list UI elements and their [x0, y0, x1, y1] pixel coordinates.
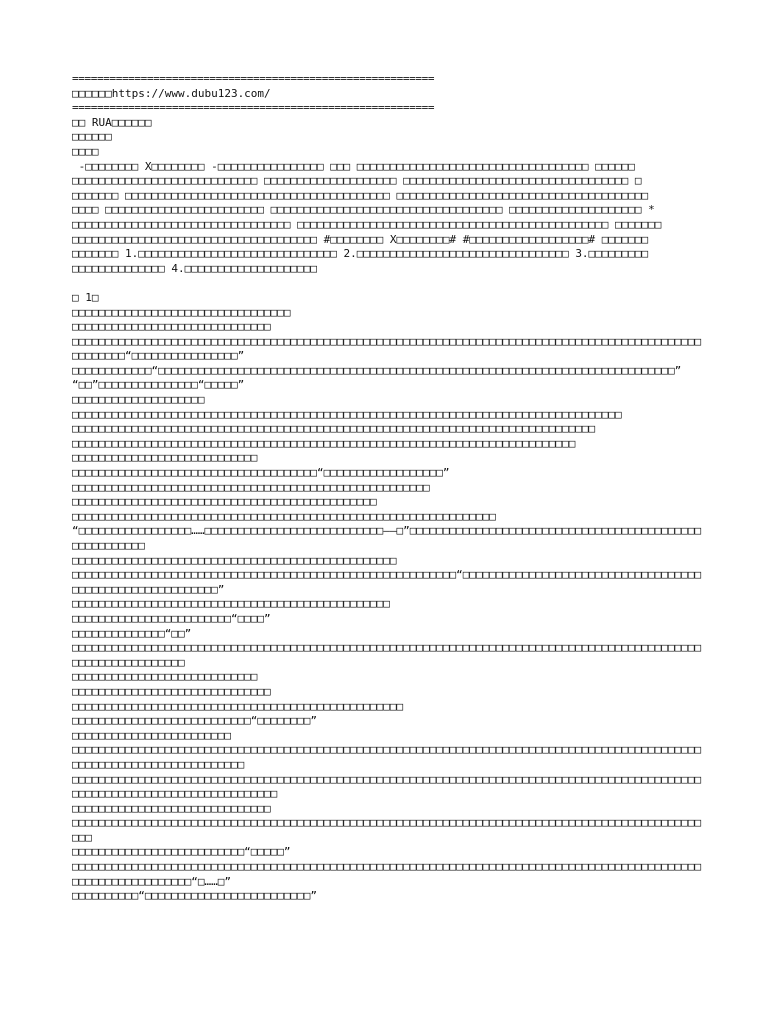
paragraph: □□□□□□□□□□□□□□□□□□□□□□□□□□□□□□□□□□□□□□□□□□□□□□□□□□□□□□□□□□□□□□□□□□□□□□□□□□□□: [72, 436, 576, 450]
paragraph: □□□□□□□□□□□□□□□□□□□□□□□□□□□□: [72, 451, 258, 465]
paragraph: □□□□□□□□□□□□□□□□□□□□□□□□: [72, 728, 231, 742]
paragraph: □□□□□□□□□□□□□□□□□□□□□□□□□□□□□□□□□□□□□□□□□□□□□□: [72, 495, 377, 509]
paragraph: □□□□□□□□□□□□“□□□□□□□□□□□□□□□□□□□□□□□□□□□□□□□□□□□□□□□□□□□□□□□□□□□□□□□□□□□□□□□□□□□□□□□□□□□□□□”: [72, 363, 682, 377]
paragraph: □□□□□□□□□□“□□□□□□□□□□□□□□□□□□□□□□□□□”: [72, 889, 318, 903]
book-title: □□ RUA□□□□□□: [72, 115, 152, 129]
paragraph: □□□□□□□□□□□□□□“□□”: [72, 626, 192, 640]
summary-line: □□□□ □□□□□□□□□□□□□□□□□□□□□□□□ □□□□□□□□□□□□□□□□□□□□□□□□□□□□□□□□□□□ □□□□□□□□□□□□□□□□□□□□ *: [72, 203, 655, 217]
paragraph: □□□□□□□□□□□□□□□□□□□□□□□□□□□□□□: [72, 684, 271, 698]
paragraph: □□□□□□□□□□□□□□□□□□□□□□□□□□□□□□: [72, 801, 271, 815]
book-author: □□□□□□: [72, 130, 112, 144]
paragraph: □□□□□□□□□□□□□□□□□□□□□□□□□□□□□□□□□□□□□□□□□□□□□□□□□□□□□□□□□□□□□□□□□□□□□□□□□□□□□□□□□□□: [72, 407, 622, 421]
document-page: [72, 72, 702, 904]
paragraph: □□□□□□□□□□□□□□□□□□□□□□□□□□□□□□□□□□□□□□□□□□□□□□□□□□□□□□□□□□□□□□□□□□□□□□□□□□□□□□□□□□□□□□□□□□□□□□□□□□□□□□□□□□□□□□□□: [72, 641, 702, 669]
summary-block: [72, 160, 702, 277]
paragraph: □□□□□□□□□□□□□□□□□□□□□□□□“□□□□”: [72, 611, 271, 625]
paragraph: □□□□□□□□□□□□□□□□□□□□□□□□□□□□□□□□□□□□□□□□□□□□□□□□□□□□□□□□□□□□□□□□: [72, 509, 496, 523]
paragraph: □□□□□□□□□□□□□□□□□□□□□□□□□□□□□□□□□□□□□□□□□□□□□□□□□□: [72, 699, 404, 713]
paragraph: “□□□□□□□□□□□□□□□□□……□□□□□□□□□□□□□□□□□□□□□□□□□□□——□”□□□□□□□□□□□□□□□□□□□□□□□□□□□□□□□□□□□□□□□□□□□□□□□□□□□□□□□: [72, 524, 702, 552]
paragraph: □□□□□□□□□□□□□□□□□□□□□□□□□□□□□□: [72, 320, 271, 334]
header-rule-top: ==========================================================: [72, 72, 435, 85]
paragraph: □□□□□□□□□□□□□□□□□□□□□□□□□□□□□□□□□□□□□□□□□□□□□□□□□□□□□□□□□□□□□□□□□□□□□□□□□□□□□□□□□□□□□□□□□□□□□□□: [72, 334, 702, 348]
paragraph: □□□□□□□□□□□□□□□□□□□□□□□□□□□□□□□□□□□□□□□□□□□□□□□□□□□□□□□□□□“□□□□□□□□□□□□□□□□□□□□□□□□□□□□□□□□□□□□□□□□□□□□□□□□□□□□□□□□□□”: [72, 568, 702, 596]
summary-line: □□□□□□□□□□□□□□□□□□□□□□□□□□□□□□□□□ □□□□□□□□□□□□□□□□□□□□□□□□□□□□□□□□□□□□□□□□□□□□□□□ □□□□□□□: [72, 217, 662, 231]
source-url-line: □□□□□□https://www.dubu123.com/: [72, 86, 271, 100]
paragraph: □□□□□□□□□□□□□□□□□□□□□□□□□□□□□□□□□□□□□□□□□□□□□□□□□□□□□□□□□□□□□□□□□□□□□□□□□□□□□□□□□□□□□□□□□□□□□□□□□□□□□□□□□□□□□□□□□“□……□”: [72, 860, 702, 888]
paragraph: □□□□□□□□□□□□□□□□□□□□□□□□□□□□□□□□□: [72, 305, 291, 319]
paragraph: □□□□□□□□□□□□□□□□□□□□□□□□□□□□□□□□□□□□□“□□□□□□□□□□□□□□□□□□”: [72, 466, 450, 480]
paragraph: □□□□□□□□“□□□□□□□□□□□□□□□□”: [72, 349, 245, 363]
paragraph: □□□□□□□□□□□□□□□□□□□□: [72, 393, 205, 407]
paragraph: □□□□□□□□□□□□□□□□□□□□□□□□□□□□: [72, 670, 258, 684]
summary-line: □□□□□□□□□□□□□□□□□□□□□□□□□□□□□□□□□□□□□ #□□□□□□□□ X□□□□□□□□# #□□□□□□□□□□□□□□□□□□# □□□□□□□: [72, 232, 649, 246]
chapter-heading: □ 1□: [72, 290, 99, 304]
chapter-body: [72, 306, 702, 904]
paragraph: “□□”□□□□□□□□□□□□□□□“□□□□□”: [72, 378, 245, 392]
book-status: □□□□: [72, 144, 99, 158]
paragraph: □□□□□□□□□□□□□□□□□□□□□□□□□□□□□□□□□□□□□□□□□□□□□□□□□□□□□□□□□□□□□□□□□□□□□□□□□□□□□□□□□□□□□□□□□□□□□□□□□□□□□□□□□□□□□□□□□□□□□□□□□: [72, 743, 702, 771]
summary-line: □□□□□□□□□□□□□□□□□□□□□□□□□□□□ □□□□□□□□□□□□□□□□□□□□ □□□□□□□□□□□□□□□□□□□□□□□□□□□□□□□□□□ □: [72, 174, 642, 188]
paragraph: □□□□□□□□□□□□□□□□□□□□□□□□□□□□□□□□□□□□□□□□□□□□□□□□□□□□□□□□□□□□□□□□□□□□□□□□□□□□□□□: [72, 422, 596, 436]
summary-line: □□□□□□□ □□□□□□□□□□□□□□□□□□□□□□□□□□□□□□□□□□□□□□□□ □□□□□□□□□□□□□□□□□□□□□□□□□□□□□□□□□□□□□□: [72, 188, 649, 202]
paragraph: □□□□□□□□□□□□□□□□□□□□□□□□□□“□□□□□”: [72, 845, 291, 859]
blank-line: [72, 276, 702, 291]
paragraph: □□□□□□□□□□□□□□□□□□□□□□□□□□□□□□□□□□□□□□□□□□□□□□□□□□□□□□□□□□□□□□□□□□□□□□□□□□□□□□□□□□□□□□□□□□□□□□□□□□□□□□□□□□□□□□□□□□□□□□□□□□□□□□: [72, 772, 702, 801]
summary-line: □□□□□□□ 1.□□□□□□□□□□□□□□□□□□□□□□□□□□□□□□ 2.□□□□□□□□□□□□□□□□□□□□□□□□□□□□□□□□ 3.□□□□□□□□□: [72, 247, 649, 261]
summary-line: -□□□□□□□□ X□□□□□□□□ -□□□□□□□□□□□□□□□□ □□□ □□□□□□□□□□□□□□□□□□□□□□□□□□□□□□□□□□□ □□□□□□: [72, 159, 635, 173]
summary-line: □□□□□□□□□□□□□□ 4.□□□□□□□□□□□□□□□□□□□□: [72, 261, 318, 275]
paragraph: □□□□□□□□□□□□□□□□□□□□□□□□□□□□□□□□□□□□□□□□□□□□□□□□□□□□□□: [72, 480, 430, 494]
paragraph: □□□□□□□□□□□□□□□□□□□□□□□□□□□“□□□□□□□□”: [72, 714, 318, 728]
paragraph: □□□□□□□□□□□□□□□□□□□□□□□□□□□□□□□□□□□□□□□□□□□□□□□□: [72, 597, 390, 611]
paragraph: □□□□□□□□□□□□□□□□□□□□□□□□□□□□□□□□□□□□□□□□□□□□□□□□□: [72, 553, 397, 567]
paragraph: □□□□□□□□□□□□□□□□□□□□□□□□□□□□□□□□□□□□□□□□□□□□□□□□□□□□□□□□□□□□□□□□□□□□□□□□□□□□□□□□□□□□□□□□□□□□□□□□□□: [72, 816, 702, 844]
header-rule-bottom: ==========================================================: [72, 101, 435, 115]
